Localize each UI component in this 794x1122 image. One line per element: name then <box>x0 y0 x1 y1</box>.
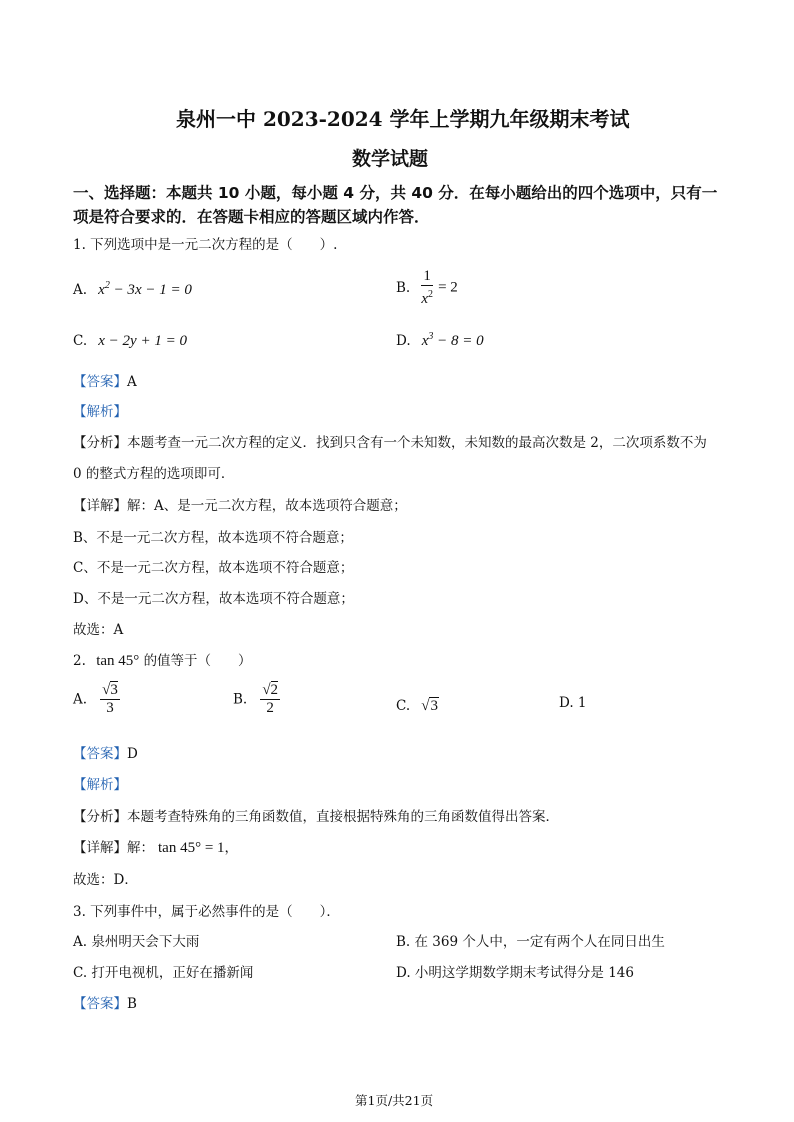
q2-option-b-formula: $\frac{√2}{2}$ <box>262 682 279 716</box>
section-heading-line1: 一、选择题：本题共 10 小题，每小题 4 分，共 40 分．在每小题给出的四个选项中，只有一 <box>73 184 718 202</box>
q1-option-d-formula: $x^3 - 8 = 0$ <box>421 331 484 349</box>
q2-answer: D <box>127 746 138 762</box>
q1-option-b-formula: $\frac{1}{x^2}$ <box>421 268 433 307</box>
q1-choice: 故选：A <box>73 622 124 638</box>
q2-option-a <box>73 682 120 717</box>
q1-analysis-tag: 【解析】 <box>73 404 127 420</box>
q2-option-a-formula: $\frac{√3}{3}$ <box>102 682 118 716</box>
answer-tag: 【答案】 <box>73 746 127 762</box>
q1-detail-line2: B、不是一元二次方程，故本选项不符合题意； <box>73 530 353 546</box>
page-number: 第1页/共21页 <box>355 1093 434 1108</box>
q1-detail-line1: 【详解】解：A、是一元二次方程，故本选项符合题意； <box>73 498 407 514</box>
q1-option-c-formula: x − 2y + 1 = 0 <box>98 333 187 349</box>
q1-stem: 1. 下列选项中是一元二次方程的是（ ）. <box>73 237 338 253</box>
q3-option-d: D. 小明这学期数学期末考试得分是 146 <box>396 965 634 981</box>
q3-stem: 3. 下列事件中，属于必然事件的是（ ）． <box>73 904 340 920</box>
q1-option-c-label: C. <box>73 333 88 349</box>
q1-answer: A <box>127 374 137 390</box>
q1-analysis-line1: 【分析】本题考查一元二次方程的定义．找到只含有一个未知数，未知数的最高次数是 2，二次项系数不为 <box>73 435 707 451</box>
q1-detail-line3: C、不是一元二次方程，故本选项不符合题意； <box>73 560 354 576</box>
q2-option-c-formula: √3 <box>421 698 438 714</box>
q1-option-a-label: A. <box>73 282 88 298</box>
document-subtitle: 数学试题 <box>352 148 429 170</box>
q3-option-c: C. 打开电视机，正好在播新闻 <box>73 965 254 981</box>
q2-option-d: D. 1 <box>559 695 587 711</box>
q1-option-d <box>396 330 484 350</box>
answer-tag: 【答案】 <box>73 996 127 1012</box>
q3-option-b: B. 在 369 个人中，一定有两个人在同日出生 <box>396 934 665 950</box>
q2-option-c-label: C. <box>396 698 411 714</box>
q2-option-c <box>396 695 439 715</box>
q1-option-b-label: B. <box>396 280 411 296</box>
q3-answer: B <box>127 996 137 1012</box>
q1-analysis-line2: 0 的整式方程的选项即可． <box>73 466 235 482</box>
q3-option-a: A. 泉州明天会下大雨 <box>73 934 200 950</box>
q1-answer-line <box>73 370 137 390</box>
q2-option-a-label: A. <box>73 691 88 708</box>
q2-analysis-tag: 【解析】 <box>73 777 127 793</box>
answer-tag: 【答案】 <box>73 374 127 390</box>
q2-stem: 2. tan 45° 的值等于（ ） <box>73 653 252 669</box>
q1-option-c <box>73 330 187 350</box>
q1-option-d-label: D. <box>396 333 411 349</box>
q2-analysis-line: 【分析】本题考查特殊角的三角函数值，直接根据特殊角的三角函数值得出答案． <box>73 809 559 825</box>
q2-option-b <box>233 682 280 717</box>
q1-option-b: B. $\frac{1}{x^2}$ = 2 <box>396 268 458 307</box>
q2-detail-line: 【详解】解： tan 45° = 1， <box>73 840 239 856</box>
q1-detail-line4: D、不是一元二次方程，故本选项不符合题意； <box>73 591 354 607</box>
q2-choice: 故选：D． <box>73 872 138 888</box>
q1-option-a <box>73 279 192 299</box>
document-title: 泉州一中 2023-2024 学年上学期九年级期末考试 <box>176 107 630 131</box>
q1-option-a-formula: $x^2 - 3x - 1 = 0$ <box>98 280 192 298</box>
q3-answer-line <box>73 992 137 1012</box>
q2-option-b-label: B. <box>233 691 248 708</box>
section-heading-line2: 项是符合要求的．在答题卡相应的答题区域内作答． <box>73 208 430 226</box>
q2-answer-line <box>73 742 138 762</box>
